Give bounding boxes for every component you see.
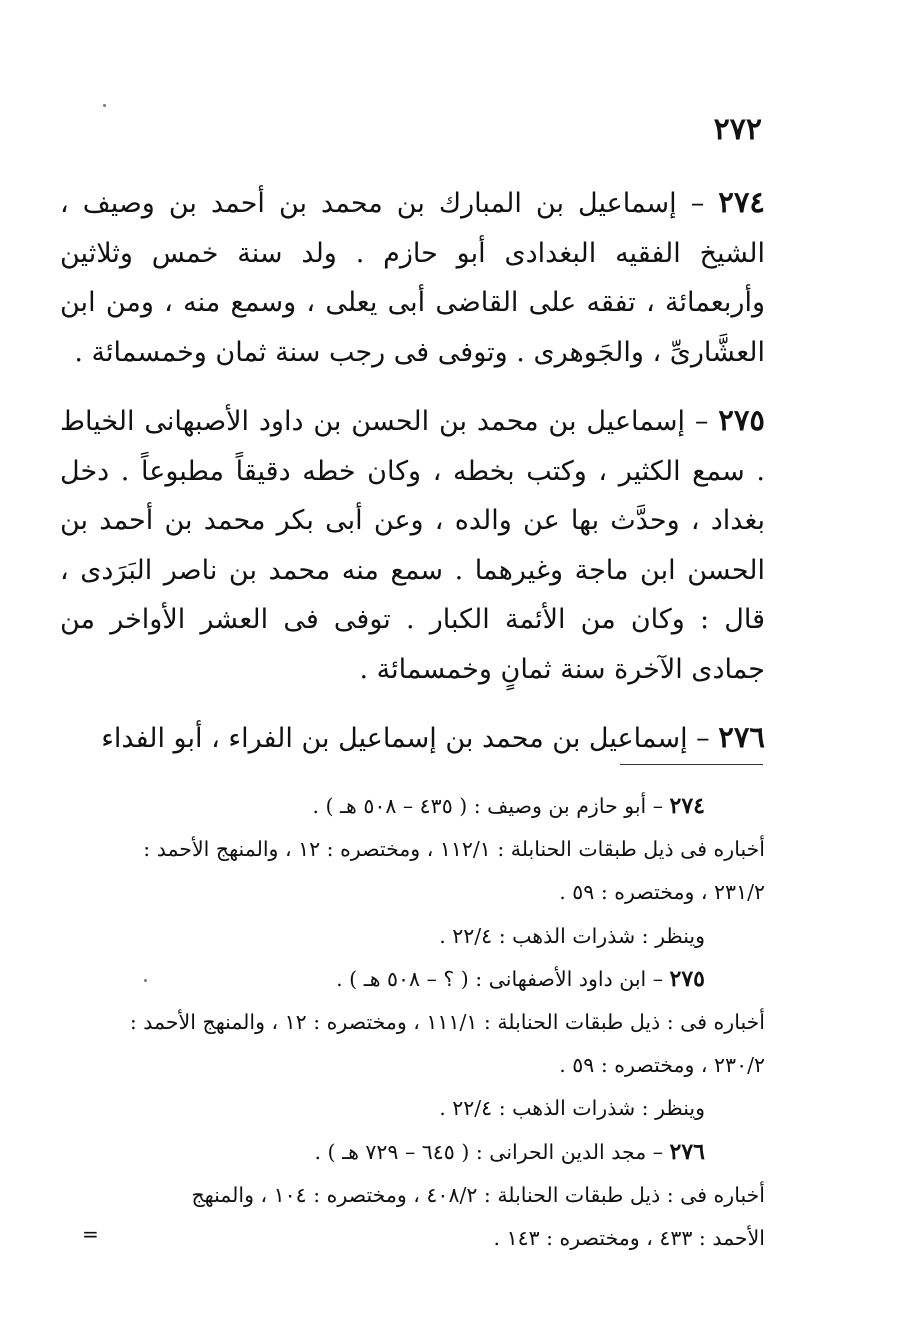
footnote-274-line3: وينظر : شذرات الذهب : ٢٢/٤ . xyxy=(439,923,705,948)
main-text xyxy=(60,178,765,783)
footnote-276-line2: الأحمد : ٤٣٣ ، ومختصره : ١٤٣ . xyxy=(493,1226,765,1251)
footnote-title: – مجد الدين الحرانى : ( ٦٤٥ – ٧٢٩ هـ ) . xyxy=(314,1139,664,1164)
footnotes xyxy=(60,785,765,1260)
footnote-title: – أبو حازم بن وصيف : ( ٤٣٥ – ٥٠٨ هـ ) . xyxy=(312,794,664,818)
footnote-number: ٢٧٥ xyxy=(669,965,705,992)
footnote-275-head xyxy=(60,958,765,1001)
footnote-275-line1: أخباره فى : ذيل طبقات الحنابلة : ١١١/١ ، ومختصره : ١٢ ، والمنهج الأحمد : xyxy=(129,1010,765,1035)
footnote-276-head xyxy=(60,1131,765,1174)
footnote-separator xyxy=(620,764,763,765)
scan-speck xyxy=(103,104,106,107)
entry-274 xyxy=(60,178,765,377)
entry-number: ٢٧٦ xyxy=(718,720,765,754)
footnote-title: – ابن داود الأصفهانى : ( ؟ – ٥٠٨ هـ ) . xyxy=(336,966,664,991)
footnote-274-head xyxy=(60,785,765,828)
entry-276 xyxy=(60,713,765,764)
footnote-274-line2: ٢٣١/٢ ، ومختصره : ٥٩ . xyxy=(559,880,765,905)
entry-text: – إسماعيل بن محمد بن إسماعيل بن الفراء ، أبو الفداء xyxy=(101,723,710,754)
continuation-mark: = xyxy=(82,1222,99,1246)
entry-text: – إسماعيل بن المبارك بن محمد بن أحمد بن وصيف ، الشيخ الفقيه البغدادى أبو حازم . ولد سنة خمس وثلاثين وأربعمائة ، تفقه على القاضى أبى يعلى ، وسمع منه ، ومن ابن العشَّارىِّ ، والجَوهرى . وتوفى فى رجب سنة ثمان وخمسمائة . xyxy=(60,188,765,368)
footnote-number: ٢٧٦ xyxy=(669,1138,705,1165)
entry-number: ٢٧٤ xyxy=(718,185,765,219)
entry-number: ٢٧٥ xyxy=(718,403,765,437)
footnote-275-line2: ٢٣٠/٢ ، ومختصره : ٥٩ . xyxy=(559,1053,765,1078)
entry-275 xyxy=(60,396,765,694)
entry-text: – إسماعيل بن محمد بن الحسن بن داود الأصبهانى الخياط . سمع الكثير ، وكتب بخطه ، وكان خطه دقيقاً مطبوعاً . دخل بغداد ، وحدَّث بها عن والده ، وعن أبى بكر محمد بن أحمد بن الحسن ابن ماجة وغيرهما . سمع منه محمد بن ناصر البَرَدى ، قال : وكان من الأئمة الكبار . توفى فى العشر الأواخر من جمادى الآخرة سنة ثمانٍ وخمسمائة . xyxy=(60,406,765,685)
page-number: ٢٧٢ xyxy=(713,112,762,147)
scan-speck xyxy=(144,979,147,982)
footnote-274-line1: أخباره فى ذيل طبقات الحنابلة : ١١٢/١ ، ومختصره : ١٢ ، والمنهج الأحمد : xyxy=(143,837,765,862)
footnote-275-line3: وينظر : شذرات الذهب : ٢٢/٤ . xyxy=(439,1096,705,1121)
footnote-number: ٢٧٤ xyxy=(669,793,705,819)
footnote-276-line1: أخباره فى : ذيل طبقات الحنابلة : ٤٠٨/٢ ، ومختصره : ١٠٤ ، والمنهج xyxy=(191,1182,765,1207)
